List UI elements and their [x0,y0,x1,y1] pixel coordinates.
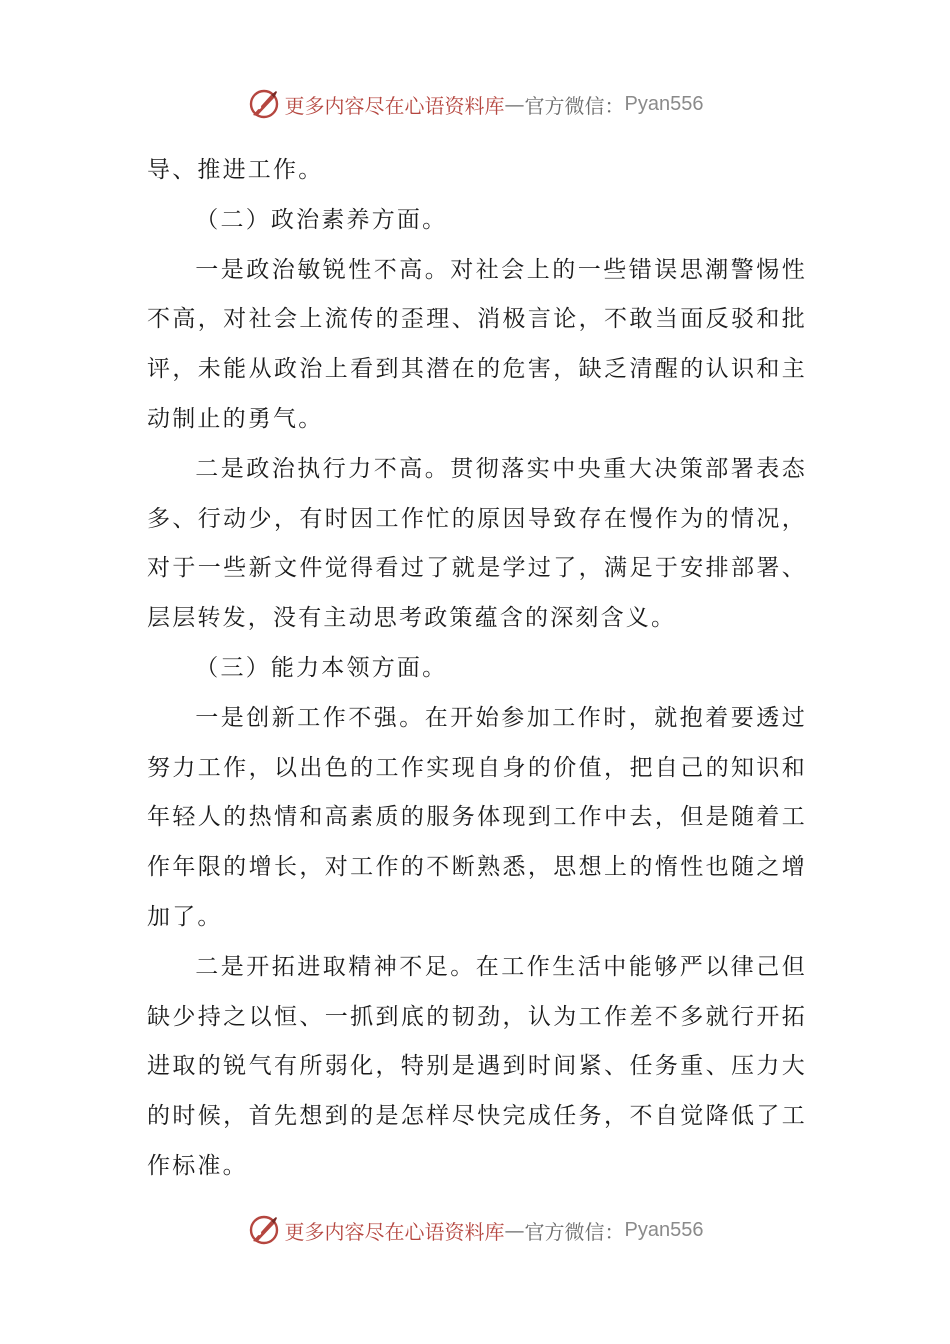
watermark-dash: — [504,1218,525,1242]
watermark-wechat-label: 官方微信： [524,1219,625,1244]
watermark-wechat-id: Pyan556 [624,92,704,115]
paragraph: 二是开拓进取精神不足。在工作生活中能够严以律己但缺少持之以恒、一抓到底的韧劲，认为工作差不多就行开拓进取的锐气有所弱化，特别是遇到时间紧、任务重、压力大的时候，首先想到的是怎样尽快完成任务，不自觉降低了工作标准。 [147,953,807,1179]
paragraph: 一是政治敏锐性不高。对社会上的一些错误思潮警惕性不高，对社会上流传的歪理、消极言论，不敢当面反驳和批评，未能从政治上看到其潜在的危害，缺乏清醒的认识和主动制止的勇气。 [147,256,807,432]
watermark-dash: — [504,92,525,116]
section-heading: （三）能力本领方面。 [195,654,448,681]
document-body [147,146,807,1192]
paragraph: 导、推进工作。 [147,157,324,183]
section-heading: （二）政治素养方面。 [195,206,448,233]
pen-logo-icon [247,1213,281,1247]
footer-watermark [0,1210,950,1250]
watermark-label: 更多内容尽在心语资料库 [284,93,505,118]
watermark-wechat-label: 官方微信： [524,93,625,118]
watermark-label: 更多内容尽在心语资料库 [284,1219,505,1244]
paragraph: 一是创新工作不强。在开始参加工作时，就抱着要透过努力工作，以出色的工作实现自身的价值，把自己的知识和年轻人的热情和高素质的服务体现到工作中去，但是随着工作年限的增长，对工作的不断熟悉，思想上的惰性也随之增加了。 [147,704,807,930]
pen-logo-icon [247,87,281,121]
watermark-wechat-id: Pyan556 [624,1218,704,1241]
header-watermark [0,84,950,124]
paragraph: 二是政治执行力不高。贯彻落实中央重大决策部署表态多、行动少，有时因工作忙的原因导致存在慢作为的情况，对于一些新文件觉得看过了就是学过了，满足于安排部署、层层转发，没有主动思考政策蕴含的深刻含义。 [147,455,807,632]
